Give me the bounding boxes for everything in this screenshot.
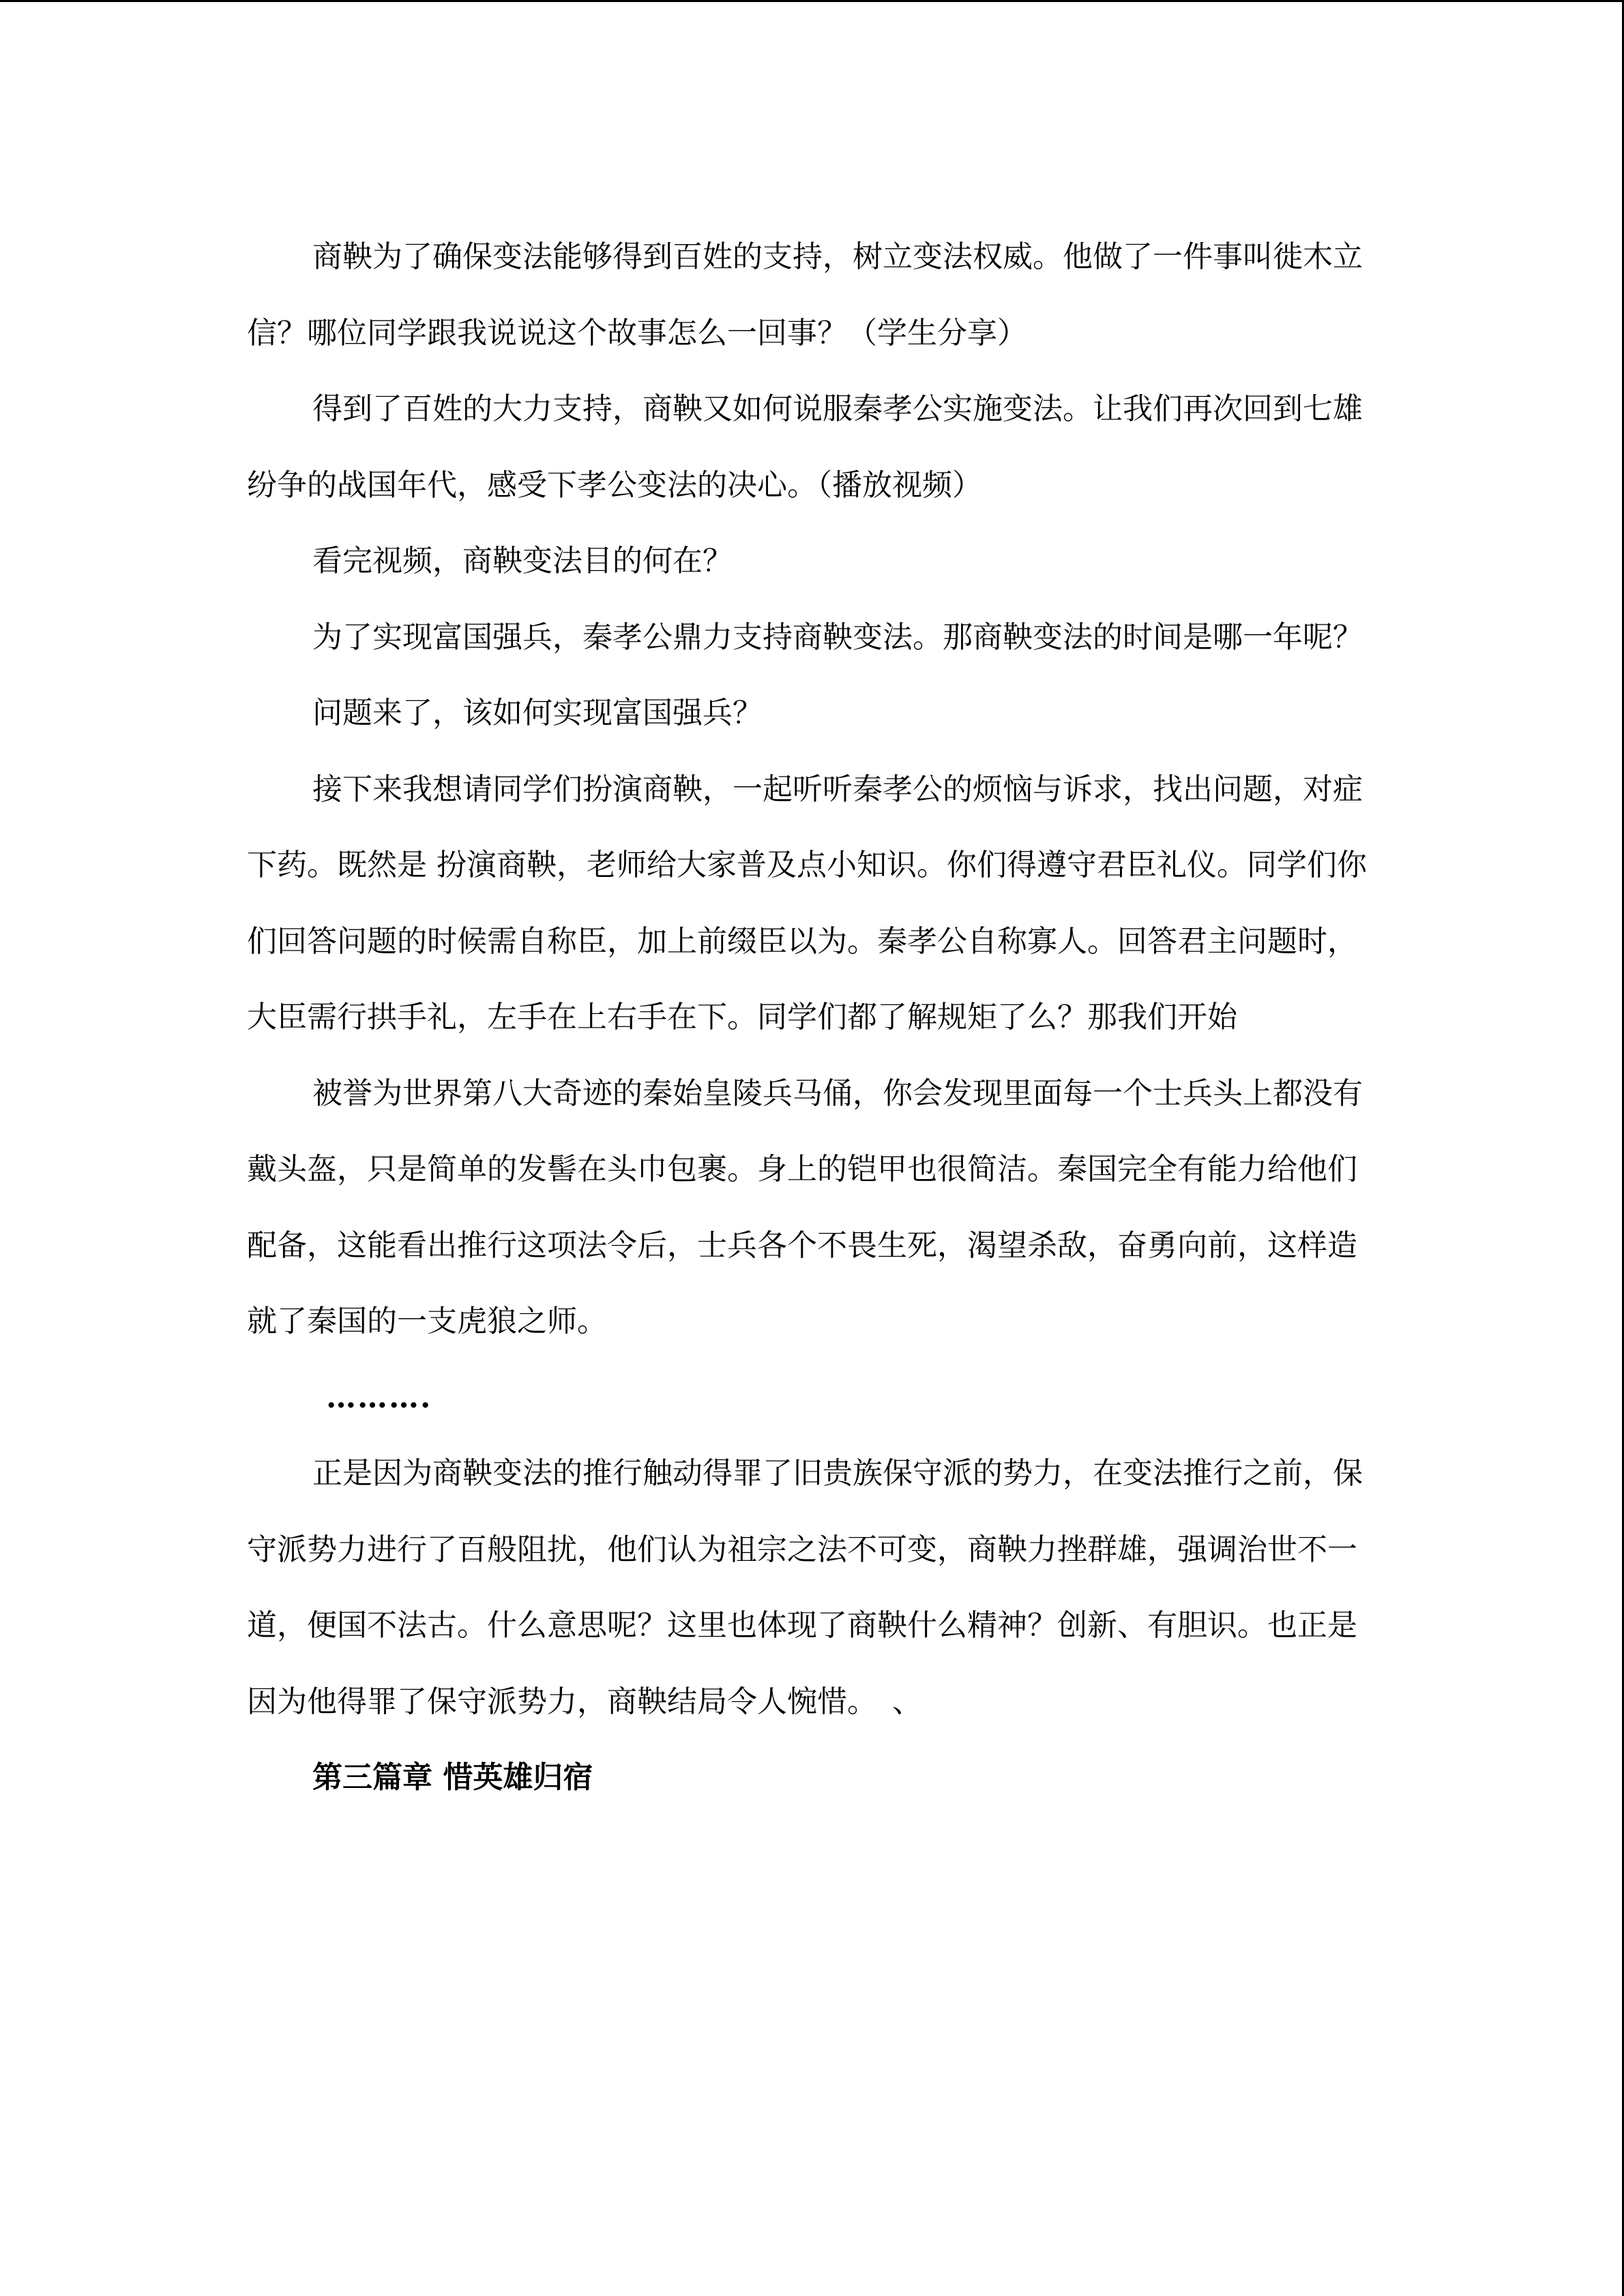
ellipsis-dots: ……… [326,1380,420,1415]
paragraph-reform-year: 为了实现富国强兵，秦孝公鼎力支持商鞅变法。那商鞅变法的时间是哪一年呢？ [312,619,1363,655]
paragraph-conservative-opposition: 正是因为商鞅变法的推行触动得罪了旧贵族保守派的势力，在变法推行之前，保守派势力进行了百般阻扰，他们认为祖宗之法不可变，商鞅力挫群雄，强调治世不一道，便国不法古。什么意思呢？这里也体现了商鞅什么精神？创新、有胆识。也正是因为他得罪了保守派势力，商鞅结局令人惋惜。 、 [247,1456,1363,1719]
paragraph-persuade-duke: 得到了百姓的大力支持，商鞅又如何说服秦孝公实施变法。让我们再次回到七雄纷争的战国年代，感受下孝公变法的决心。（播放视频） [247,391,1363,503]
paragraph-question: 问题来了，该如何实现富国强兵？ [312,696,763,730]
document-body [247,219,1372,1816]
paragraph-wooden-pole: 商鞅为了确保变法能够得到百姓的支持，树立变法权威。他做了一件事叫徙木立信？哪位同学跟我说说这个故事怎么一回事？（学生分享） [247,239,1363,351]
paragraph-terracotta-army: 被誉为世界第八大奇迹的秦始皇陵兵马俑，你会发现里面每一个士兵头上都没有戴头盔，只是简单的发髻在头巾包裹。身上的铠甲也很简洁。秦国完全有能力给他们配备，这能看出推行这项法令后，士兵各个不畏生死，渴望杀敌，奋勇向前，这样造就了秦国的一支虎狼之师。 [247,1075,1363,1339]
paragraph-reform-purpose: 看完视频，商鞅变法目的何在？ [312,543,733,578]
paragraph-role-play: 接下来我想请同学们扮演商鞅，一起听听秦孝公的烦恼与诉求，找出问题，对症下药。既然是 扮演商鞅，老师给大家普及点小知识。你们得遵守君臣礼仪。同学们你们回答问题的时候需自称臣，加上前缀臣以为。秦孝公自称寡人。回答君主问题时，大臣需行拱手礼，左手在上右手在下。同学们都了解规矩了么？那我们开始 [247,771,1367,1034]
ellipsis-period: . [420,1380,432,1415]
section-heading: 第三篇章 惜英雄归宿 [312,1760,593,1795]
ellipsis-line [247,1360,1372,1436]
